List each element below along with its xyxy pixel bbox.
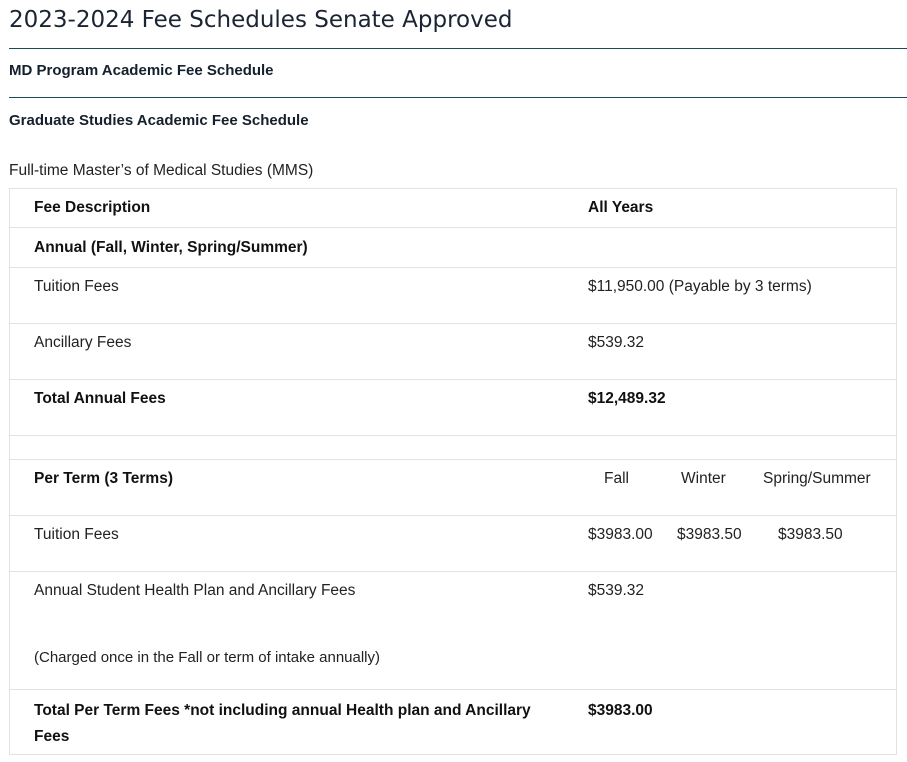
health-plan-value: $539.32 xyxy=(588,582,645,599)
term-tuition-row xyxy=(10,516,896,572)
total-annual-row xyxy=(10,380,896,436)
health-plan-note: (Charged once in the Fall or term of intake annually) xyxy=(34,649,381,666)
term-spring-summer-header: Spring/Summer xyxy=(763,470,871,487)
health-plan-label: Annual Student Health Plan and Ancillary Fees xyxy=(34,582,356,599)
term-tuition-fall: $3983.00 xyxy=(588,526,653,543)
per-term-header-row xyxy=(10,460,896,516)
divider xyxy=(9,97,907,98)
divider xyxy=(9,48,907,49)
health-plan-row xyxy=(10,572,896,690)
fee-description-header: Fee Description xyxy=(34,199,151,216)
total-annual-value: $12,489.32 xyxy=(588,390,666,407)
annual-section-row xyxy=(10,228,896,268)
spacer-row xyxy=(10,436,896,460)
fee-table xyxy=(9,188,897,755)
fee-value: $11,950.00 (Payable by 3 terms) xyxy=(588,278,812,295)
term-tuition-label: Tuition Fees xyxy=(34,526,119,543)
term-fall-header: Fall xyxy=(604,470,629,487)
md-program-fee-schedule-link[interactable]: MD Program Academic Fee Schedule xyxy=(9,62,274,79)
fee-label: Ancillary Fees xyxy=(34,334,132,351)
all-years-header: All Years xyxy=(588,199,654,216)
total-annual-label: Total Annual Fees xyxy=(34,390,166,407)
total-per-term-row xyxy=(10,690,896,754)
program-label: Full-time Master’s of Medical Studies (MMS) xyxy=(9,162,314,179)
term-winter-header: Winter xyxy=(681,470,726,487)
per-term-label: Per Term (3 Terms) xyxy=(34,470,173,487)
table-row xyxy=(10,268,896,324)
term-tuition-spring-summer: $3983.50 xyxy=(778,526,843,543)
page-title: 2023-2024 Fee Schedules Senate Approved xyxy=(9,7,513,33)
fee-value: $539.32 xyxy=(588,334,645,351)
total-per-term-label: Total Per Term Fees *not including annual Health plan and Ancillary Fees xyxy=(34,702,531,745)
graduate-studies-fee-schedule-link[interactable]: Graduate Studies Academic Fee Schedule xyxy=(9,112,309,129)
table-header-row xyxy=(10,189,896,228)
term-tuition-winter: $3983.50 xyxy=(677,526,742,543)
fee-label: Tuition Fees xyxy=(34,278,119,295)
table-row xyxy=(10,324,896,380)
total-per-term-value: $3983.00 xyxy=(588,702,653,719)
annual-section-label: Annual (Fall, Winter, Spring/Summer) xyxy=(34,239,308,256)
